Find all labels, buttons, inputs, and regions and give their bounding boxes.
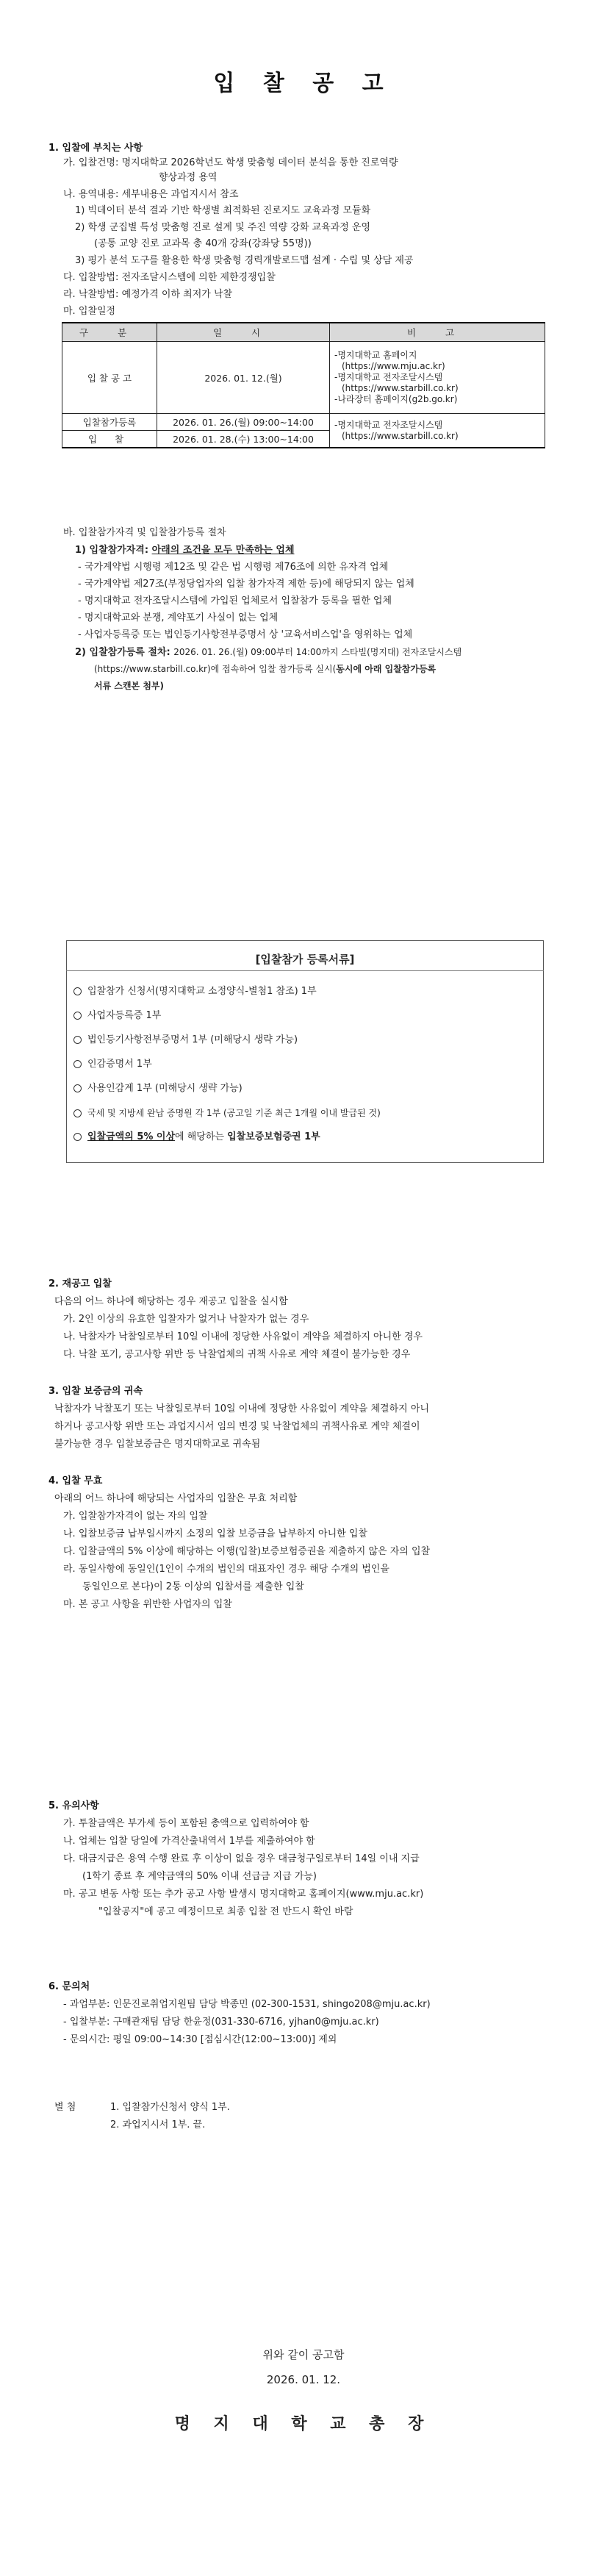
service-item-2-cont: (공통 교양 진로 교과목 총 40개 강좌(강좌당 55명)) [94, 238, 312, 249]
bid-schedule-heading: 마. 입찰일정 [63, 306, 116, 317]
note-item-cont: "입찰공지"에 공고 예정이므로 최종 입찰 전 반드시 확인 바람 [98, 1906, 353, 1917]
invalid-item: 다. 입찰금액의 5% 이상에 해당하는 이행(입찰)보증보험증권을 제출하지 않은 자의 입찰 [63, 1546, 431, 1557]
doc-item-text: 입찰참가 신청서(명지대학교 소정양식-별첨1 참조) 1부 [87, 986, 317, 997]
invalid-item: 라. 동일사항에 동일인(1인이 수개의 법인의 대표자인 경우 해당 수개의 법인을 [63, 1564, 389, 1575]
registration-bold: 동시에 아래 입찰참가등록 [336, 664, 437, 674]
service-item-3: 3) 평가 분석 도구를 활용한 학생 맞춤형 경력개발로드맵 설계 · 수립 및 상담 제공 [75, 255, 414, 266]
attachment-label: 별 첨 [54, 2102, 76, 2113]
circle-bullet-icon [73, 1109, 82, 1117]
section3-text: 낙찰자가 낙찰포기 또는 낙찰일로부터 10일 이내에 정당한 사유없이 계약을 체결하지 아니 [54, 1403, 429, 1414]
invalid-item-cont: 동일인으로 본다)이 2통 이상의 입찰서를 제출한 입찰 [82, 1581, 304, 1592]
section1-heading: 1. 입찰에 부치는 사항 [49, 143, 143, 154]
registration-label: 2) 입찰참가등록 절차: [75, 647, 174, 658]
rebid-item: 가. 2인 이상의 유효한 입찰자가 없거나 낙찰자가 없는 경우 [63, 1314, 309, 1325]
circle-bullet-icon [73, 1036, 82, 1044]
invalid-item: 나. 입찰보증금 납부일시까지 소정의 입찰 보증금을 납부하지 아니한 입찰 [63, 1528, 367, 1539]
note-item: 나. 업체는 입찰 당일에 가격산출내역서 1부를 제출하여야 함 [63, 1836, 315, 1847]
qualification-item: - 명지대학교 전자조달시스템에 가입된 업체로서 입찰참가 등록을 필한 업체 [78, 595, 392, 607]
section3-heading: 3. 입찰 보증금의 귀속 [49, 1386, 143, 1397]
schedule-header-notes: 비 고 [330, 323, 545, 342]
registration-cont-text: (https://www.starbill.co.kr)에 접속하여 입찰 참가등록 실시( [94, 664, 337, 674]
schedule-row-register [62, 414, 545, 431]
qualification-item: - 국가계약법 시행령 제12조 및 같은 법 시행령 제76조에 의한 유자격 업체 [78, 562, 389, 573]
circle-bullet-icon [73, 987, 82, 995]
schedule-row-announce [62, 342, 545, 414]
required-docs-box [66, 940, 544, 1163]
bid-name: 가. 입찰건명: 명지대학교 2026학년도 학생 맞춤형 데이터 분석을 통한 진로역량 [63, 157, 398, 168]
invalid-item: 가. 입찰참가자격이 없는 자의 입찰 [63, 1511, 208, 1522]
note-item: 가. 투찰금액은 부가세 등이 포함된 총액으로 입력하여야 함 [63, 1818, 309, 1829]
schedule-header-datetime: 일 시 [157, 323, 330, 342]
divider [66, 970, 544, 971]
contact-item: - 입찰부분: 구매관재팀 담당 한윤정(031-330-6716, yjhan0@mju.ac.kr) [63, 2017, 379, 2028]
schedule-table [62, 322, 545, 448]
doc-item-text: 국세 및 지방세 완납 증명원 각 1부 (공고일 기준 최근 1개월 이내 발급된 것) [87, 1108, 381, 1118]
note-link[interactable]: (https://www.starbill.co.kr) [342, 430, 459, 441]
section3-text: 하거나 공고사항 위반 또는 과업지시서 임의 변경 및 낙찰업체의 귀책사유로 계약 체결이 [54, 1421, 420, 1432]
section2-heading: 2. 재공고 입찰 [49, 1278, 112, 1289]
qualification-1 [75, 544, 295, 557]
circle-bullet-icon [73, 1084, 82, 1092]
schedule-date: 2026. 01. 26.(월) 09:00~14:00 [157, 414, 330, 431]
doc-item-text: 법인등기사항전부증명서 1부 (미해당시 생략 가능) [87, 1034, 298, 1045]
schedule-label: 입 찰 공 고 [62, 342, 157, 414]
registration-text: 2026. 01. 26.(월) 09:00부터 14:00까지 스타빌(명지대) 전자조달시스템 [173, 647, 462, 657]
rebid-item: 다. 낙찰 포기, 공고사항 위반 등 낙찰업체의 귀책 사유로 계약 체결이 불가능한 경우 [63, 1349, 411, 1360]
doc-item-text: 에 해당하는 [175, 1131, 228, 1142]
contact-item: - 과업부분: 인문진로취업지원팀 담당 박종민 (02-300-1531, shingo208@mju.ac.kr) [63, 1999, 431, 2010]
schedule-notes [330, 342, 545, 414]
note-item-cont: (1학기 종료 후 계약금액의 50% 이내 선급금 지급 가능) [82, 1871, 317, 1882]
doc-item [73, 1082, 243, 1095]
schedule-header-category: 구 분 [62, 323, 157, 342]
contact-item: - 문의시간: 평일 09:00~14:30 [점심시간(12:00~13:00)] 제외 [63, 2034, 337, 2045]
note-item: 마. 공고 변동 사항 또는 추가 공고 사항 발생시 명지대학교 홈페이지(www.mju.ac.kr) [63, 1889, 424, 1900]
schedule-header-row [62, 323, 545, 342]
section6-heading: 6. 문의처 [49, 1981, 90, 1992]
doc-item-text: 사업자등록증 1부 [87, 1010, 162, 1021]
qualification-item: - 국가계약법 제27조(부정당업자의 입찰 참가자격 제한 등)에 해당되지 않는 업체 [78, 579, 414, 590]
rebid-item: 나. 낙찰자가 낙찰일로부터 10일 이내에 정당한 사유없이 계약을 체결하지 아니한 경우 [63, 1331, 423, 1342]
doc-item [73, 1106, 381, 1120]
attachment-item: 2. 과업지시서 1부. 끝. [110, 2119, 206, 2130]
doc-item-bold: 입찰금액의 5% 이상 [87, 1131, 176, 1142]
schedule-notes [330, 414, 545, 448]
closing-statement: 위와 같이 공고함 [262, 2348, 345, 2361]
doc-item-bold: 입찰보증보험증권 1부 [227, 1131, 320, 1142]
registration-cont2: 서류 스캔본 첨부) [94, 681, 164, 691]
section3-text: 불가능한 경우 입찰보증금은 명지대학교로 귀속됨 [54, 1439, 261, 1450]
note-line: -명지대학교 전자조달시스템 [334, 419, 443, 430]
note-line: -명지대학교 전자조달시스템 [334, 372, 443, 382]
note-line: -명지대학교 홈페이지 [334, 350, 417, 360]
service-item-1: 1) 빅데이터 분석 결과 기반 학생별 최적화된 진로지도 교육과정 모듈화 [75, 205, 371, 216]
invalid-item: 마. 본 공고 사항을 위반한 사업자의 입찰 [63, 1599, 232, 1610]
signer: 명 지 대 학 교 총 장 [174, 2415, 433, 2433]
note-line: -나라장터 홈페이지(g2b.go.kr) [334, 394, 458, 404]
section2-intro: 다음의 어느 하나에 해당하는 경우 재공고 입찰을 실시함 [54, 1296, 288, 1307]
doc-item-text: 사용인감계 1부 (미해당시 생략 가능) [87, 1083, 243, 1094]
doc-item [73, 985, 317, 998]
award-method: 라. 낙찰방법: 예정가격 이하 최저가 낙찰 [63, 289, 233, 300]
closing-date: 2026. 01. 12. [266, 2373, 341, 2386]
attachment-item: 1. 입찰참가신청서 양식 1부. [110, 2102, 230, 2113]
schedule-label: 입 찰 [62, 431, 157, 448]
doc-item-text: 인감증명서 1부 [87, 1059, 152, 1070]
doc-item [73, 1058, 152, 1071]
service-content: 나. 용역내용: 세부내용은 과업지시서 참조 [63, 189, 239, 200]
qualification-item: - 사업자등록증 또는 법인등기사항전부증명서 상 '교육서비스업'을 영위하는 업체 [78, 629, 413, 640]
registration-cont [94, 662, 436, 676]
service-item-2: 2) 학생 군집별 특성 맞춤형 진로 설계 및 주진 역량 강화 교육과정 운영 [75, 222, 370, 233]
note-item: 다. 대금지급은 용역 수행 완료 후 이상이 없을 경우 대금청구일로부터 14일 이내 지급 [63, 1853, 420, 1864]
doc-item-guarantee [73, 1131, 320, 1144]
section4-intro: 아래의 어느 하나에 해당되는 사업자의 입찰은 무효 처리함 [54, 1493, 298, 1504]
schedule-label: 입찰참가등록 [62, 414, 157, 431]
doc-item [73, 1034, 298, 1047]
doc-item [73, 1009, 161, 1023]
schedule-date: 2026. 01. 28.(수) 13:00~14:00 [157, 431, 330, 448]
required-docs-title: [입찰참가 등록서류] [255, 953, 355, 966]
qualification-1-text: 아래의 조건을 모두 만족하는 업체 [151, 545, 295, 556]
page-title: 입 찰 공 고 [213, 71, 394, 96]
qualification-1-label: 1) 입찰참가자격: [75, 545, 152, 556]
registration-procedure [75, 645, 461, 659]
section5-heading: 5. 유의사항 [49, 1800, 99, 1811]
circle-bullet-icon [73, 1133, 82, 1141]
circle-bullet-icon [73, 1012, 82, 1020]
section4-heading: 4. 입찰 무효 [49, 1475, 103, 1486]
note-link[interactable]: (https://www.mju.ac.kr) [342, 361, 445, 371]
bid-method: 다. 입찰방법: 전자조달시스템에 의한 제한경쟁입찰 [63, 272, 276, 283]
qualification-heading: 바. 입찰참가자격 및 입찰참가등록 절차 [63, 527, 226, 538]
qualification-item: - 명지대학교와 분쟁, 계약포기 사실이 없는 업체 [78, 612, 279, 623]
note-link[interactable]: (https://www.starbill.co.kr) [342, 383, 459, 393]
circle-bullet-icon [73, 1060, 82, 1068]
schedule-date: 2026. 01. 12.(월) [157, 342, 330, 414]
bid-name-cont: 향상과정 용역 [159, 172, 218, 183]
